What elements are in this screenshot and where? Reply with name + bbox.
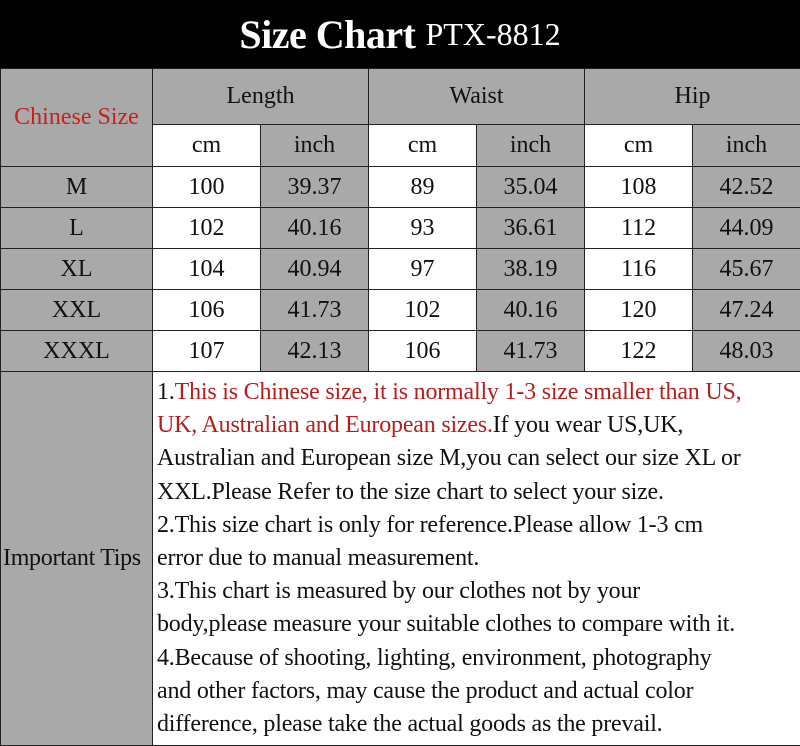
value-cell: 93 (369, 208, 477, 249)
value-cell: 45.67 (693, 249, 800, 290)
value-cell: 39.37 (261, 167, 369, 208)
group-header-length: Length (153, 69, 369, 125)
size-cell: M (1, 167, 153, 208)
tip-4-line-3: difference, please take the actual goods as the prevail. (157, 708, 800, 741)
unit-header: cm (369, 125, 477, 167)
page-title: Size Chart (239, 11, 415, 58)
tips-content (153, 372, 800, 746)
value-cell: 104 (153, 249, 261, 290)
tip-1-line-3: Australian and European size M,you can select our size XL or (157, 442, 800, 475)
unit-header: cm (153, 125, 261, 167)
tip-text: If you wear US,UK, (493, 412, 683, 438)
tip-3-line-1: 3.This chart is measured by our clothes not by your (157, 575, 800, 608)
tip-1-highlight: UK, Australian and European sizes. (157, 412, 493, 438)
value-cell: 106 (153, 290, 261, 331)
value-cell: 40.16 (261, 208, 369, 249)
unit-header: inch (261, 125, 369, 167)
value-cell: 40.94 (261, 249, 369, 290)
value-cell: 108 (585, 167, 693, 208)
size-cell: L (1, 208, 153, 249)
table-row (1, 331, 800, 372)
value-cell: 44.09 (693, 208, 800, 249)
table-row (1, 208, 800, 249)
value-cell: 40.16 (477, 290, 585, 331)
value-cell: 38.19 (477, 249, 585, 290)
tip-1-line-1 (157, 376, 800, 409)
value-cell: 42.52 (693, 167, 800, 208)
value-cell: 107 (153, 331, 261, 372)
tip-2-line-2: error due to manual measurement. (157, 542, 800, 575)
value-cell: 112 (585, 208, 693, 249)
tip-4-line-2: and other factors, may cause the product and actual color (157, 675, 800, 708)
table-row (1, 290, 800, 331)
value-cell: 106 (369, 331, 477, 372)
value-cell: 41.73 (477, 331, 585, 372)
unit-header: inch (477, 125, 585, 167)
group-header-row (1, 69, 800, 125)
title-bar (0, 0, 800, 68)
group-header-waist: Waist (369, 69, 585, 125)
tips-row (1, 372, 800, 746)
value-cell: 42.13 (261, 331, 369, 372)
value-cell: 100 (153, 167, 261, 208)
value-cell: 35.04 (477, 167, 585, 208)
value-cell: 89 (369, 167, 477, 208)
tip-number: 1. (157, 379, 175, 405)
model-number: PTX-8812 (425, 16, 560, 53)
unit-header: inch (693, 125, 800, 167)
table-row (1, 167, 800, 208)
value-cell: 41.73 (261, 290, 369, 331)
value-cell: 36.61 (477, 208, 585, 249)
value-cell: 102 (369, 290, 477, 331)
size-chart-table (0, 68, 800, 746)
value-cell: 97 (369, 249, 477, 290)
value-cell: 122 (585, 331, 693, 372)
size-cell: XXL (1, 290, 153, 331)
value-cell: 48.03 (693, 331, 800, 372)
size-column-header: Chinese Size (1, 69, 153, 167)
size-cell: XL (1, 249, 153, 290)
value-cell: 120 (585, 290, 693, 331)
value-cell: 102 (153, 208, 261, 249)
unit-header: cm (585, 125, 693, 167)
value-cell: 47.24 (693, 290, 800, 331)
tip-3-line-2: body,please measure your suitable clothes to compare with it. (157, 608, 800, 641)
value-cell: 116 (585, 249, 693, 290)
tip-2-line-1: 2.This size chart is only for reference.Please allow 1-3 cm (157, 509, 800, 542)
tip-1-line-4: XXL.Please Refer to the size chart to select your size. (157, 476, 800, 509)
tips-label: Important Tips (1, 372, 153, 746)
size-cell: XXXL (1, 331, 153, 372)
group-header-hip: Hip (585, 69, 800, 125)
tip-4-line-1: 4.Because of shooting, lighting, environment, photography (157, 642, 800, 675)
tip-1-highlight: This is Chinese size, it is normally 1-3 size smaller than US, (175, 379, 742, 405)
tip-1-line-2 (157, 409, 800, 442)
table-row (1, 249, 800, 290)
